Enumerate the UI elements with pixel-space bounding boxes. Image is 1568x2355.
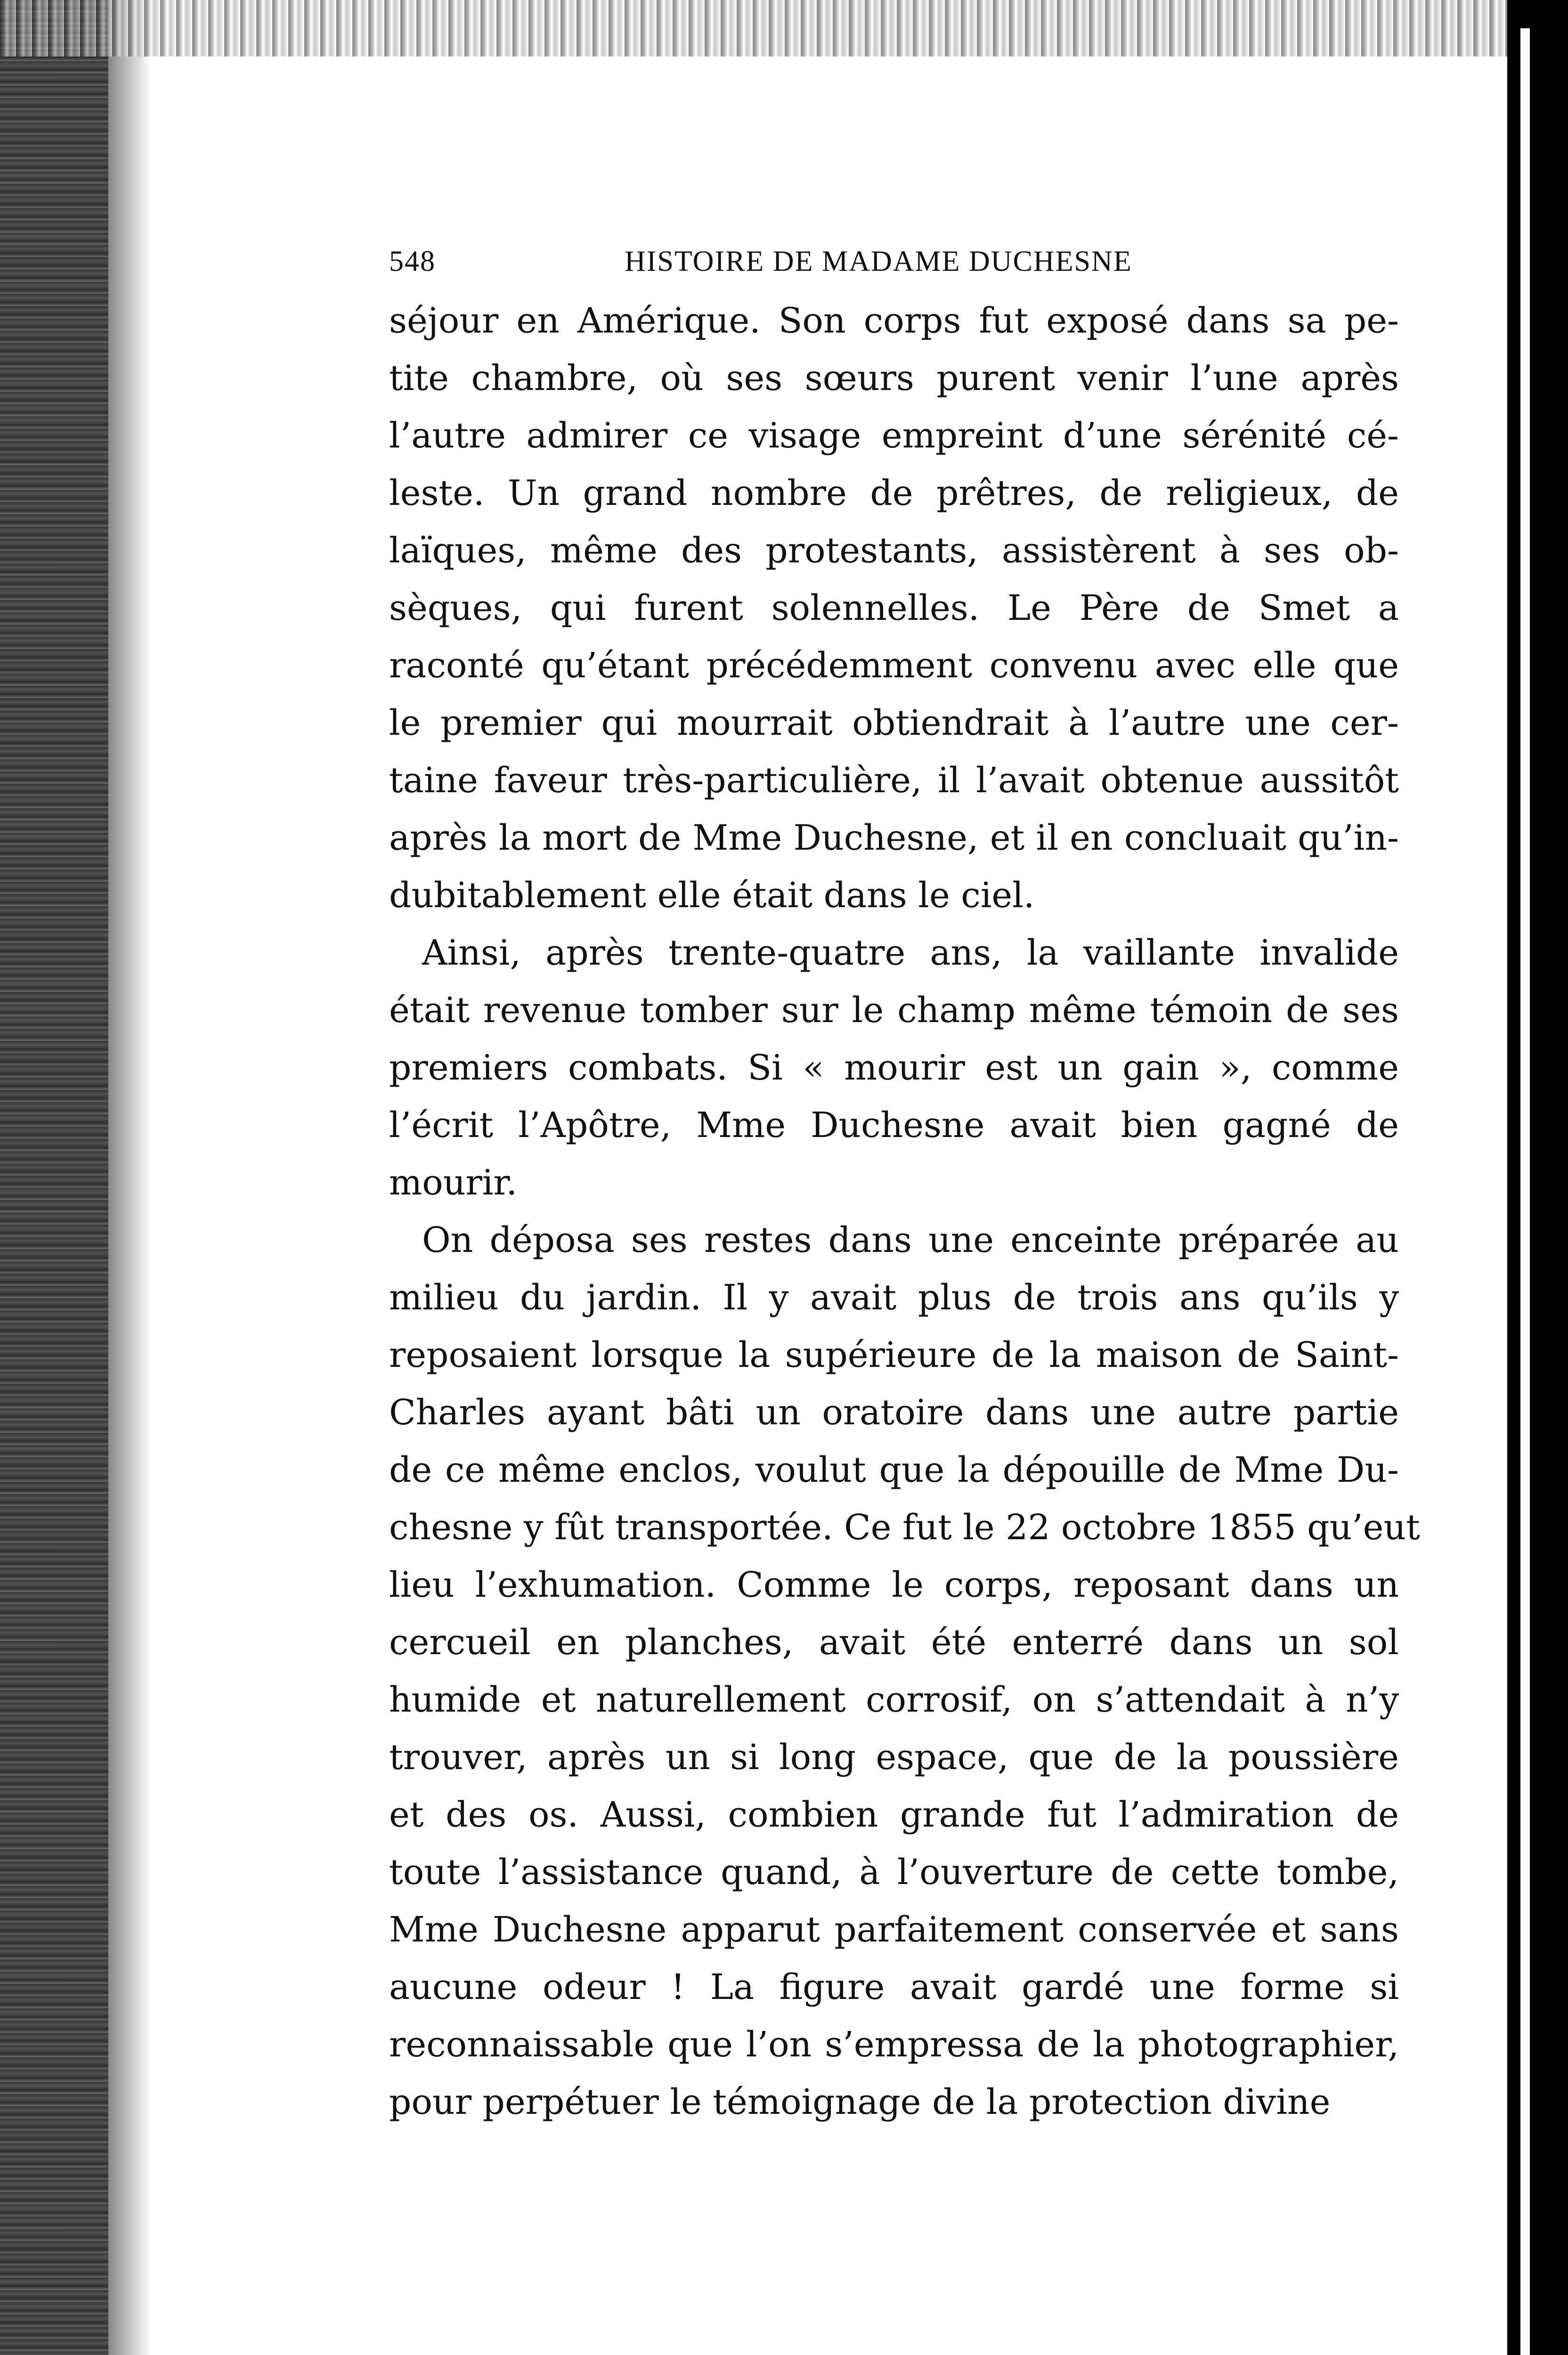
text-line: Ainsi, après trente-quatre ans, la vaillante invalide [422, 933, 1399, 973]
text-line: laïques, même des protestants, assistèrent à ses ob- [389, 530, 1399, 571]
text-line: premiers combats. Si « mourir est un gain », comme [389, 1048, 1399, 1088]
text-line: pour perpétuer le témoignage de la protection divine [389, 2082, 1331, 2122]
text-line: cercueil en planches, avait été enterré dans un sol [389, 1622, 1399, 1663]
text-line: humide et naturellement corrosif, on s’attendait à n’y [389, 1680, 1399, 1720]
text-line: raconté qu’étant précédemment convenu avec elle que [389, 645, 1399, 686]
page-left-edge-shadow [0, 0, 108, 2355]
text-line: lieu l’exhumation. Comme le corps, reposant dans un [389, 1565, 1399, 1605]
text-line: après la mort de Mme Duchesne, et il en concluait qu’in- [389, 818, 1399, 858]
text-line: leste. Un grand nombre de prêtres, de religieux, de [389, 473, 1399, 513]
text-line: chesne y fût transportée. Ce fut le 22 octobre 1855 qu’eut [389, 1507, 1420, 1548]
text-line: taine faveur très-particulière, il l’avait obtenue aussitôt [389, 760, 1399, 801]
book-page [389, 236, 1420, 2131]
text-line: reposaient lorsque la supérieure de la maison de Saint- [389, 1335, 1399, 1375]
scan-border-right [1507, 0, 1568, 2355]
text-line: aucune odeur ! La figure avait gardé une forme si [389, 1967, 1399, 2007]
text-line: et des os. Aussi, combien grande fut l’admiration de [389, 1795, 1399, 1835]
page-gutter-fade [108, 0, 151, 2355]
page-top-edge-noise [0, 0, 1512, 57]
text-line: était revenue tomber sur le champ même témoin de ses [389, 990, 1399, 1031]
paragraph-2 [389, 924, 1399, 1211]
page-right-edge [1520, 28, 1530, 2355]
text-line: reconnaissable que l’on s’empressa de la photographier, [389, 2024, 1399, 2065]
text-line: l’autre admirer ce visage empreint d’une sérénité cé- [389, 415, 1399, 456]
text-line: Charles ayant bâti un oratoire dans une autre partie [389, 1392, 1399, 1433]
running-title: HISTOIRE DE MADAME DUCHESNE [625, 245, 1132, 277]
text-line: mourir. [389, 1162, 518, 1203]
text-line: le premier qui mourrait obtiendrait à l’autre une cer- [389, 703, 1399, 743]
text-line: Mme Duchesne apparut parfaitement conservée et sans [389, 1909, 1399, 1950]
running-header [389, 236, 1399, 292]
text-line: tite chambre, où ses sœurs purent venir l’une après [389, 358, 1399, 398]
text-line: On déposa ses restes dans une enceinte préparée au [422, 1220, 1399, 1260]
paragraph-3 [389, 1211, 1420, 2131]
text-line: milieu du jardin. Il y avait plus de trois ans qu’ils y [389, 1277, 1399, 1318]
text-line: de ce même enclos, voulut que la dépouille de Mme Du- [389, 1450, 1399, 1490]
text-line: l’écrit l’Apôtre, Mme Duchesne avait bien gagné de [389, 1105, 1399, 1145]
text-line: séjour en Amérique. Son corps fut exposé dans sa pe- [389, 300, 1399, 341]
body-text [389, 292, 1420, 2131]
page-number: 548 [389, 245, 436, 277]
text-line: toute l’assistance quand, à l’ouverture de cette tombe, [389, 1852, 1399, 1892]
text-line: trouver, après un si long espace, que de la poussière [389, 1737, 1399, 1778]
paragraph-1 [389, 292, 1399, 924]
text-line: sèques, qui furent solennelles. Le Père de Smet a [389, 588, 1399, 628]
text-line: dubitablement elle était dans le ciel. [389, 875, 1035, 916]
